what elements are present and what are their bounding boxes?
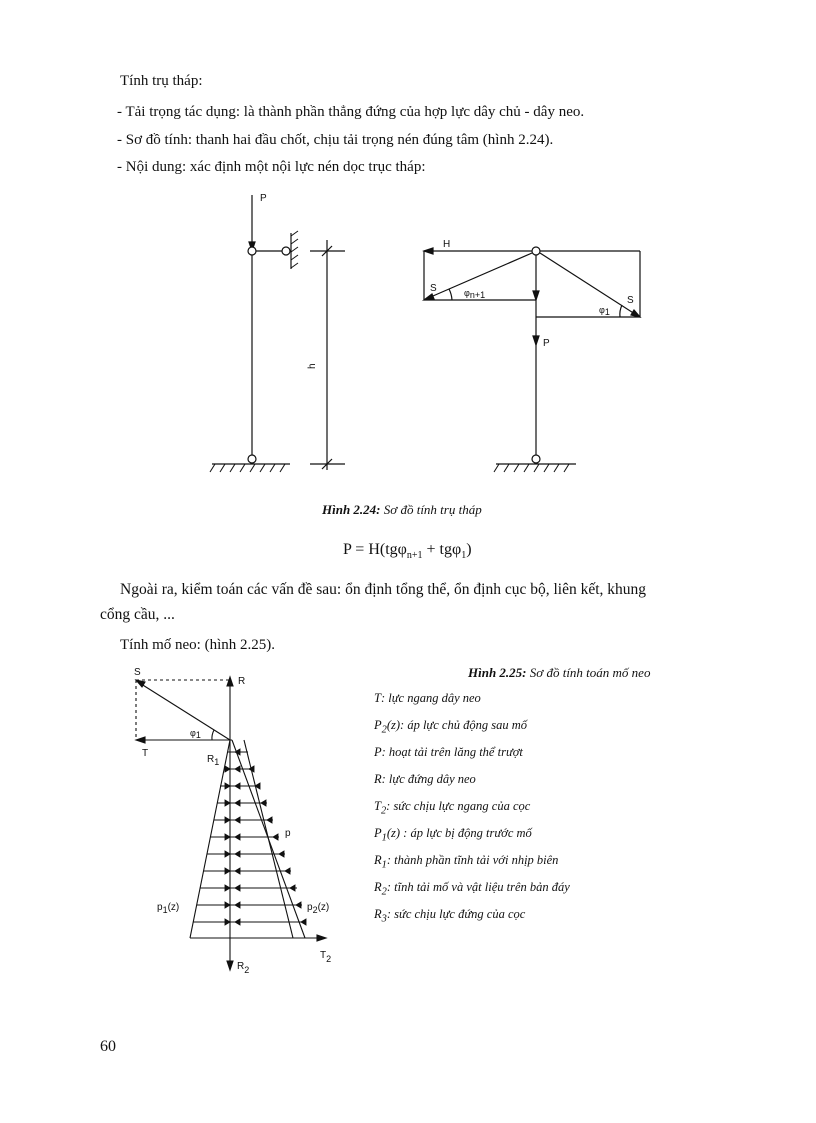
label-H: H bbox=[443, 239, 451, 250]
label-phi1: φ bbox=[190, 728, 196, 738]
label-R1: R bbox=[207, 754, 215, 765]
bullet-load: - Tải trọng tác dụng: là thành phần thẳng đứng của hợp lực dây chủ - dây neo. bbox=[117, 104, 585, 120]
caption-fig-2-25-bold: Hình 2.25: bbox=[468, 665, 527, 680]
page-number: 60 bbox=[100, 1038, 116, 1055]
label-p2z-sub: 2 bbox=[312, 905, 318, 915]
label-p2z-end: (z) bbox=[317, 902, 330, 913]
label-p: p bbox=[285, 828, 291, 839]
label-R: R bbox=[238, 676, 246, 687]
svg-text:T2 bbox=[320, 950, 331, 964]
caption-fig-2-24-text: Sơ đồ tính trụ tháp bbox=[380, 502, 482, 517]
label-S-right: S bbox=[627, 295, 634, 306]
label-R1-sub: 1 bbox=[214, 757, 220, 767]
bullet-scheme: - Sơ đồ tính: thanh hai đầu chốt, chịu tải trọng nén đúng tâm (hình 2.24). bbox=[117, 132, 554, 148]
label-p1z: p bbox=[157, 902, 163, 913]
caption-fig-2-25 bbox=[468, 665, 650, 681]
formula-start: P = H(tgφ bbox=[343, 541, 407, 558]
label-phi-n1-sub: n+1 bbox=[469, 290, 486, 300]
label-p1z-end: (z) bbox=[167, 902, 180, 913]
label-p2z: p bbox=[307, 902, 313, 913]
label-T2-sub: 2 bbox=[326, 954, 332, 964]
formula-end: ) bbox=[466, 541, 472, 558]
legend-item: $R_3$: sức chịu lực đứng của cọc bbox=[374, 907, 526, 925]
legend-item: $R_2$: tĩnh tải mố và vật liệu trên bản đáy bbox=[374, 880, 570, 898]
label-phi1-sub: 1 bbox=[195, 730, 201, 740]
legend-item: P: hoạt tải trên lăng thể trượt bbox=[374, 745, 523, 759]
label-T2: T bbox=[320, 950, 327, 961]
section-heading-anchor: Tính mố neo: (hình 2.25). bbox=[120, 637, 275, 653]
label-h: h bbox=[307, 363, 318, 369]
svg-text:R1 bbox=[207, 754, 219, 767]
legend-item: $P_1(z)$ : áp lực bị động trước mố bbox=[374, 826, 532, 844]
para-line1: Ngoài ra, kiểm toán các vấn đề sau: ổn định tổng thể, ổn định cục bộ, liên kết, khung bbox=[120, 581, 647, 598]
label-R2: R bbox=[237, 961, 245, 972]
label-S-left: S bbox=[430, 283, 437, 294]
formula-mid: + tgφ bbox=[422, 541, 462, 558]
label-T: T bbox=[142, 748, 149, 759]
label-phi-1: φ bbox=[599, 305, 605, 315]
svg-text:φ1 bbox=[190, 728, 201, 740]
legend-item: R: lực đứng dây neo bbox=[374, 772, 476, 786]
section-heading-tower: Tính trụ tháp: bbox=[120, 73, 203, 89]
para-line2: cổng cầu, ... bbox=[100, 606, 175, 623]
bullet-content: - Nội dung: xác định một nội lực nén dọc trục tháp: bbox=[117, 159, 426, 175]
legend-item: $P_2(z)$: áp lực chủ động sau mố bbox=[374, 718, 527, 736]
legend-item: $R_1$: thành phần tĩnh tải với nhịp biên bbox=[374, 853, 559, 871]
formula-sub2: 1 bbox=[461, 550, 467, 562]
label-phi-n1: φ bbox=[464, 288, 470, 298]
label-P-right: P bbox=[543, 338, 550, 349]
svg-text:R2 bbox=[237, 961, 249, 975]
label-S: S bbox=[134, 667, 141, 678]
svg-text:p2(z) bbox=[307, 902, 329, 915]
label-R2-sub: 2 bbox=[244, 965, 250, 975]
caption-fig-2-25-text: Sơ đồ tính toán mố neo bbox=[526, 665, 651, 680]
label-phi-1-sub: 1 bbox=[604, 307, 610, 317]
legend-item: T: lực ngang dây neo bbox=[374, 691, 481, 705]
legend-item: $T_2$: sức chịu lực ngang của cọc bbox=[374, 799, 531, 817]
label-P-left: P bbox=[260, 193, 267, 204]
formula-sub1: n+1 bbox=[406, 550, 423, 562]
svg-text:p1(z) bbox=[157, 902, 179, 915]
label-p1z-sub: 1 bbox=[162, 905, 168, 915]
caption-fig-2-24-bold: Hình 2.24: bbox=[322, 502, 381, 517]
